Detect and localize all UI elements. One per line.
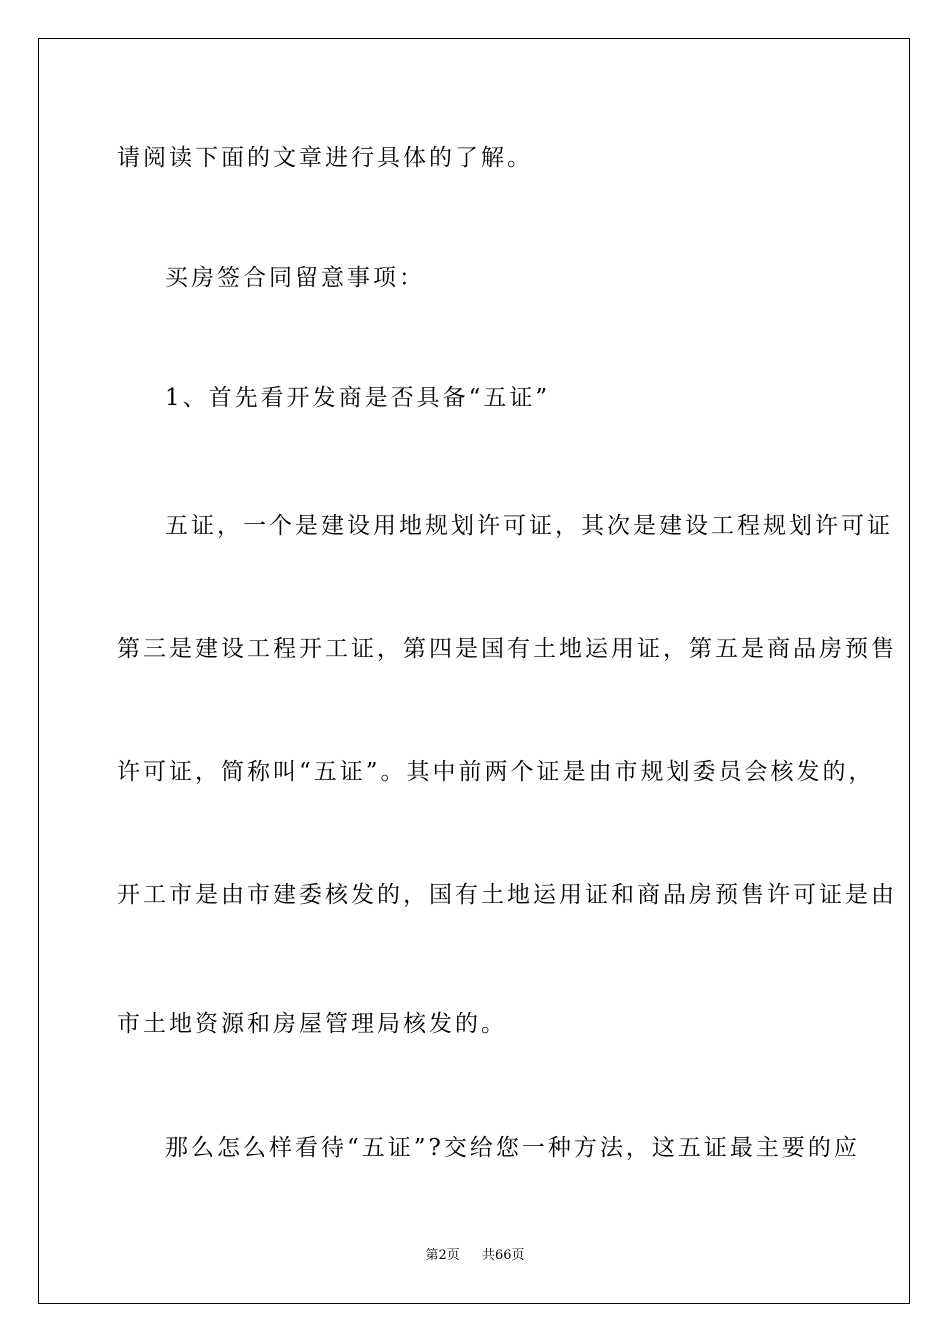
page-frame <box>38 38 910 1304</box>
text-line-7: 开工市是由市建委核发的，国有土地运用证和商品房预售许可证是由 <box>117 882 897 908</box>
page-footer <box>0 1247 950 1265</box>
text-line-3: 1、首先看开发商是否具备“五证” <box>165 385 551 411</box>
text-line-8: 市土地资源和房屋管理局核发的。 <box>117 1011 507 1037</box>
text-line-2: 买房签合同留意事项： <box>165 265 425 291</box>
text-line-1: 请阅读下面的文章进行具体的了解。 <box>117 145 533 171</box>
text-line-9: 那么怎么样看待“五证”?交给您一种方法，这五证最主要的应 <box>165 1135 860 1161</box>
text-line-6: 许可证，简称叫“五证”。其中前两个证是由市规划委员会核发的， <box>117 759 875 785</box>
page-number-total: 共66页 <box>482 1248 525 1263</box>
text-line-4: 五证，一个是建设用地规划许可证，其次是建设工程规划许可证 <box>165 513 893 539</box>
page-number-current: 第2页 <box>425 1248 460 1263</box>
text-line-5: 第三是建设工程开工证，第四是国有土地运用证，第五是商品房预售 <box>117 636 897 662</box>
